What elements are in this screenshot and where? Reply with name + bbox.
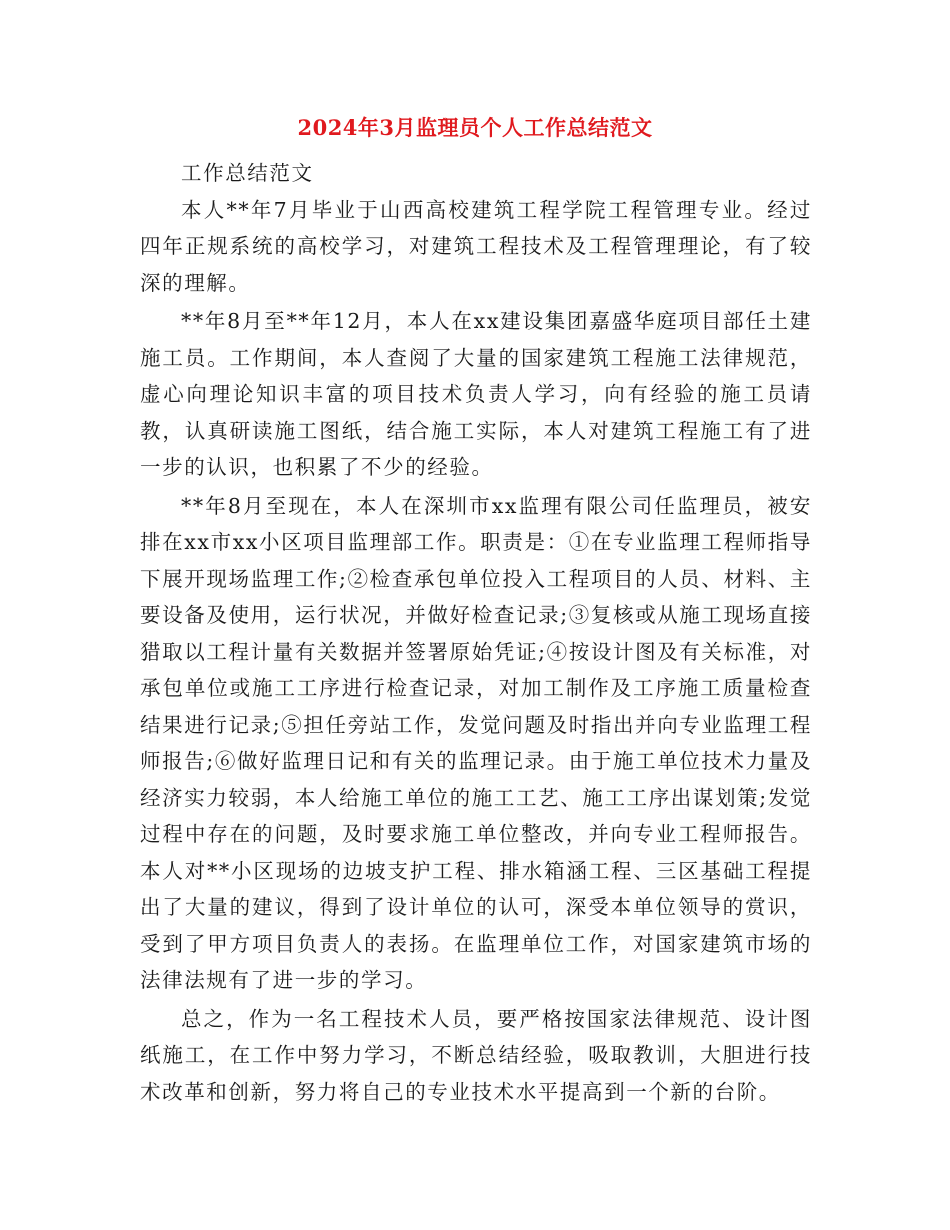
paragraph-education: 本人**年7月毕业于山西高校建筑工程学院工程管理专业。经过四年正规系统的高校学习，对建筑工程技术及工程管理理论，有了较深的理解。 (140, 197, 812, 295)
document-title: 2024年3月监理员个人工作总结范文 (297, 115, 653, 140)
paragraph-conclusion: 总之，作为一名工程技术人员，要严格按国家法律规范、设计图纸施工，在工作中努力学习，不断总结经验，吸取教训，大胆进行技术改革和创新，努力将自己的专业技术水平提高到一个新的台阶。 (140, 1006, 812, 1104)
paragraph-construction-experience: **年8月至**年12月，本人在xx建设集团嘉盛华庭项目部任土建施工员。工作期间，本人查阅了大量的国家建筑工程施工法律规范，虚心向理论知识丰富的项目技术负责人学习，向有经验的施工员请教，认真研读施工图纸，结合施工实际，本人对建筑工程施工有了进一步的认识，也积累了不少的经验。 (140, 309, 812, 479)
document-body (140, 155, 812, 1112)
document-subheading: 工作总结范文 (181, 161, 314, 185)
paragraph-supervision-experience: **年8月至现在，本人在深圳市xx监理有限公司任监理员，被安排在xx市xx小区项目监理部工作。职责是：①在专业监理工程师指导下展开现场监理工作;②检查承包单位投入工程项目的人员、材料、主要设备及使用，运行状况，并做好检查记录;③复核或从施工现场直接猎取以工程计量有关数据并签署原始凭证;④按设计图及有关标准，对承包单位或施工工序进行检查记录，对加工制作及工序施工质量检查结果进行记录;⑤担任旁站工作，发觉问题及时指出并向专业监理工程师报告;⑥做好监理日记和有关的监理记录。由于施工单位技术力量及经济实力较弱，本人给施工单位的施工工艺、施工工序出谋划策;发觉过程中存在的问题，及时要求施工单位整改，并向专业工程师报告。本人对**小区现场的边坡支护工程、排水箱涵工程、三区基础工程提出了大量的建议，得到了设计单位的认可，深受本单位领导的赏识，受到了甲方项目负责人的表扬。在监理单位工作，对国家建筑市场的法律法规有了进一步的学习。 (140, 493, 812, 992)
